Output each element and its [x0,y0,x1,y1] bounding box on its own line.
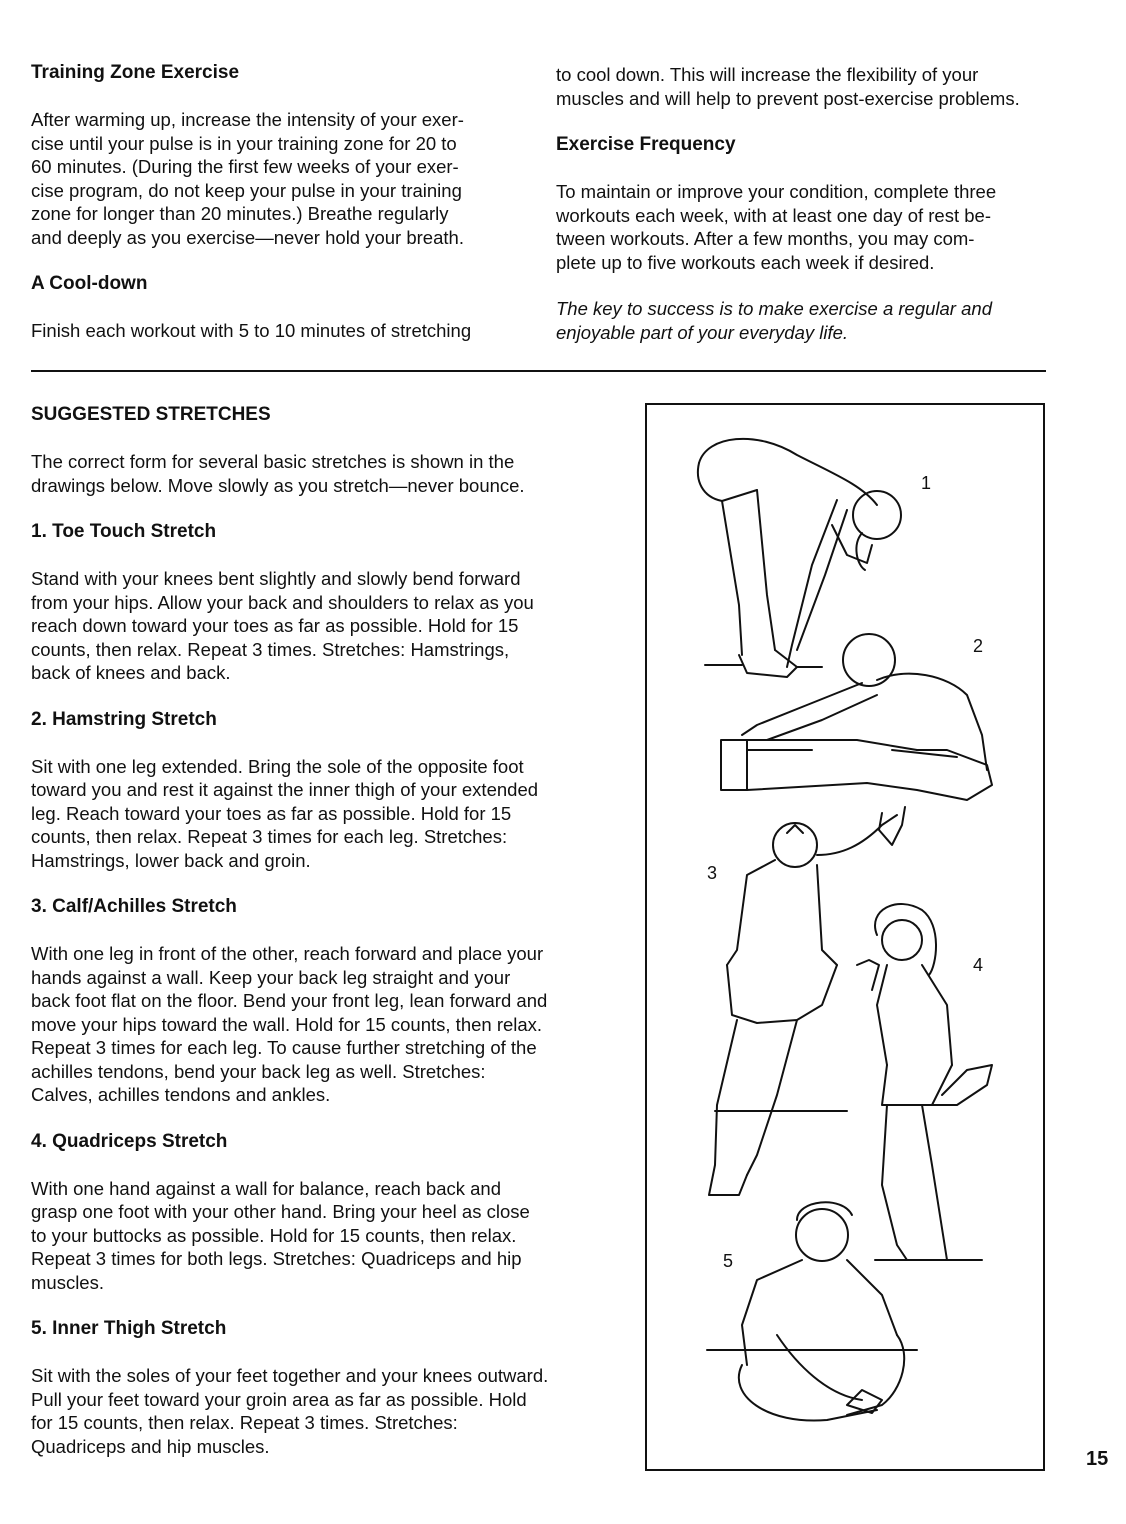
stretch-1-heading: 1. Toe Touch Stretch [31,521,217,542]
training-zone-body: After warming up, increase the intensity of your exer- cise until your pulse is in your training zone for 20 to 60 minutes. (During the first few weeks of your exer- cise program, do not keep your pulse in your training zone for longer than 20 minutes.) Breathe regularly and deeply as you exercise—never hold your breath. [31,109,464,248]
frequency-body: To maintain or improve your condition, complete three workouts each week, with at least one day of rest be- tween workouts. After a few months, you may com- plete up to five workouts each week if desired. [556,181,997,273]
cool-down-body-start: Finish each workout with 5 to 10 minutes of stretching [31,320,472,341]
stretches-heading: SUGGESTED STRETCHES [31,404,271,425]
stretch-4-heading: 4. Quadriceps Stretch [31,1130,228,1152]
figure-label-4: 4 [973,955,984,975]
stretch-illustrations [645,403,1045,1471]
figure-inner-thigh-stretch [707,1202,917,1420]
section-divider [31,370,1046,372]
stretch-3-body: With one leg in front of the other, reach forward and place your hands against a wall. Keep your back leg straight and your back foot flat on the floor. Bend your front leg, lean forward and move your hips toward the wall. Hold for 15 counts, then relax. Repeat 3 times for each leg. To cause further stretching of the achilles tendons, bend your back leg as well. Stretches: Calves, achilles tendons and ankles. [31,943,548,1105]
figure-label-3: 3 [707,863,718,883]
figure-quad-stretch [857,904,992,1260]
stretch-3-heading: 3. Calf/Achilles Stretch [31,896,237,917]
figure-calf-stretch [709,807,905,1195]
stretch-1-body: Stand with your knees bent slightly and slowly bend forward from your hips. Allow your back and shoulders to relax as you reach down toward your toes as far as possible. Hold for 15 counts, then relax. Repeat 3 times. Stretches: Hamstrings, back of knees and back. [31,568,534,683]
top-right-column [556,63,1056,344]
top-left-column [31,61,531,343]
cool-down-body-end: to cool down. This will increase the flexibility of your muscles and will help to prevent post-exercise problems. [556,64,1020,109]
stretch-4-body: With one hand against a wall for balance, reach back and grasp one foot with your other hand. Bring your heel as close to your buttocks as possible. Hold for 15 counts, then relax. Repeat 3 times for both legs. Stretches: Quadriceps and hip muscles. [31,1177,530,1293]
stretch-2-body: Sit with one leg extended. Bring the sole of the opposite foot toward you and rest it against the inner thigh of your extended leg. Reach toward your toes as far as possible. Hold for 15 counts, then relax. Repeat 3 times for each leg. Stretches: Hamstrings, lower back and groin. [31,755,539,871]
stretch-2-heading: 2. Hamstring Stretch [31,708,217,730]
key-note: The key to success is to make exercise a regular and enjoyable part of your everyday life. [556,298,992,343]
figure-label-2: 2 [973,636,984,656]
figure-label-1: 1 [921,473,932,493]
cool-down-heading: A Cool-down [31,273,148,294]
figure-toe-touch [698,439,901,677]
page-number: 15 [1086,1448,1109,1470]
training-zone-heading: Training Zone Exercise [31,62,240,83]
stretch-5-heading: 5. Inner Thigh Stretch [31,1318,227,1339]
frequency-heading: Exercise Frequency [556,134,736,155]
figure-label-5: 5 [723,1251,734,1271]
stretches-intro: The correct form for several basic stretches is shown in the drawings below. Move slowly as you stretch—never bounce. [31,451,525,496]
figure-hamstring-stretch [721,634,992,800]
stretch-5-body: Sit with the soles of your feet together and your knees outward. Pull your feet toward your groin area as far as possible. Hold for 15 counts, then relax. Repeat 3 times. Stretches: Quadriceps and hip muscles. [31,1365,549,1457]
stretches-column [31,403,631,1458]
